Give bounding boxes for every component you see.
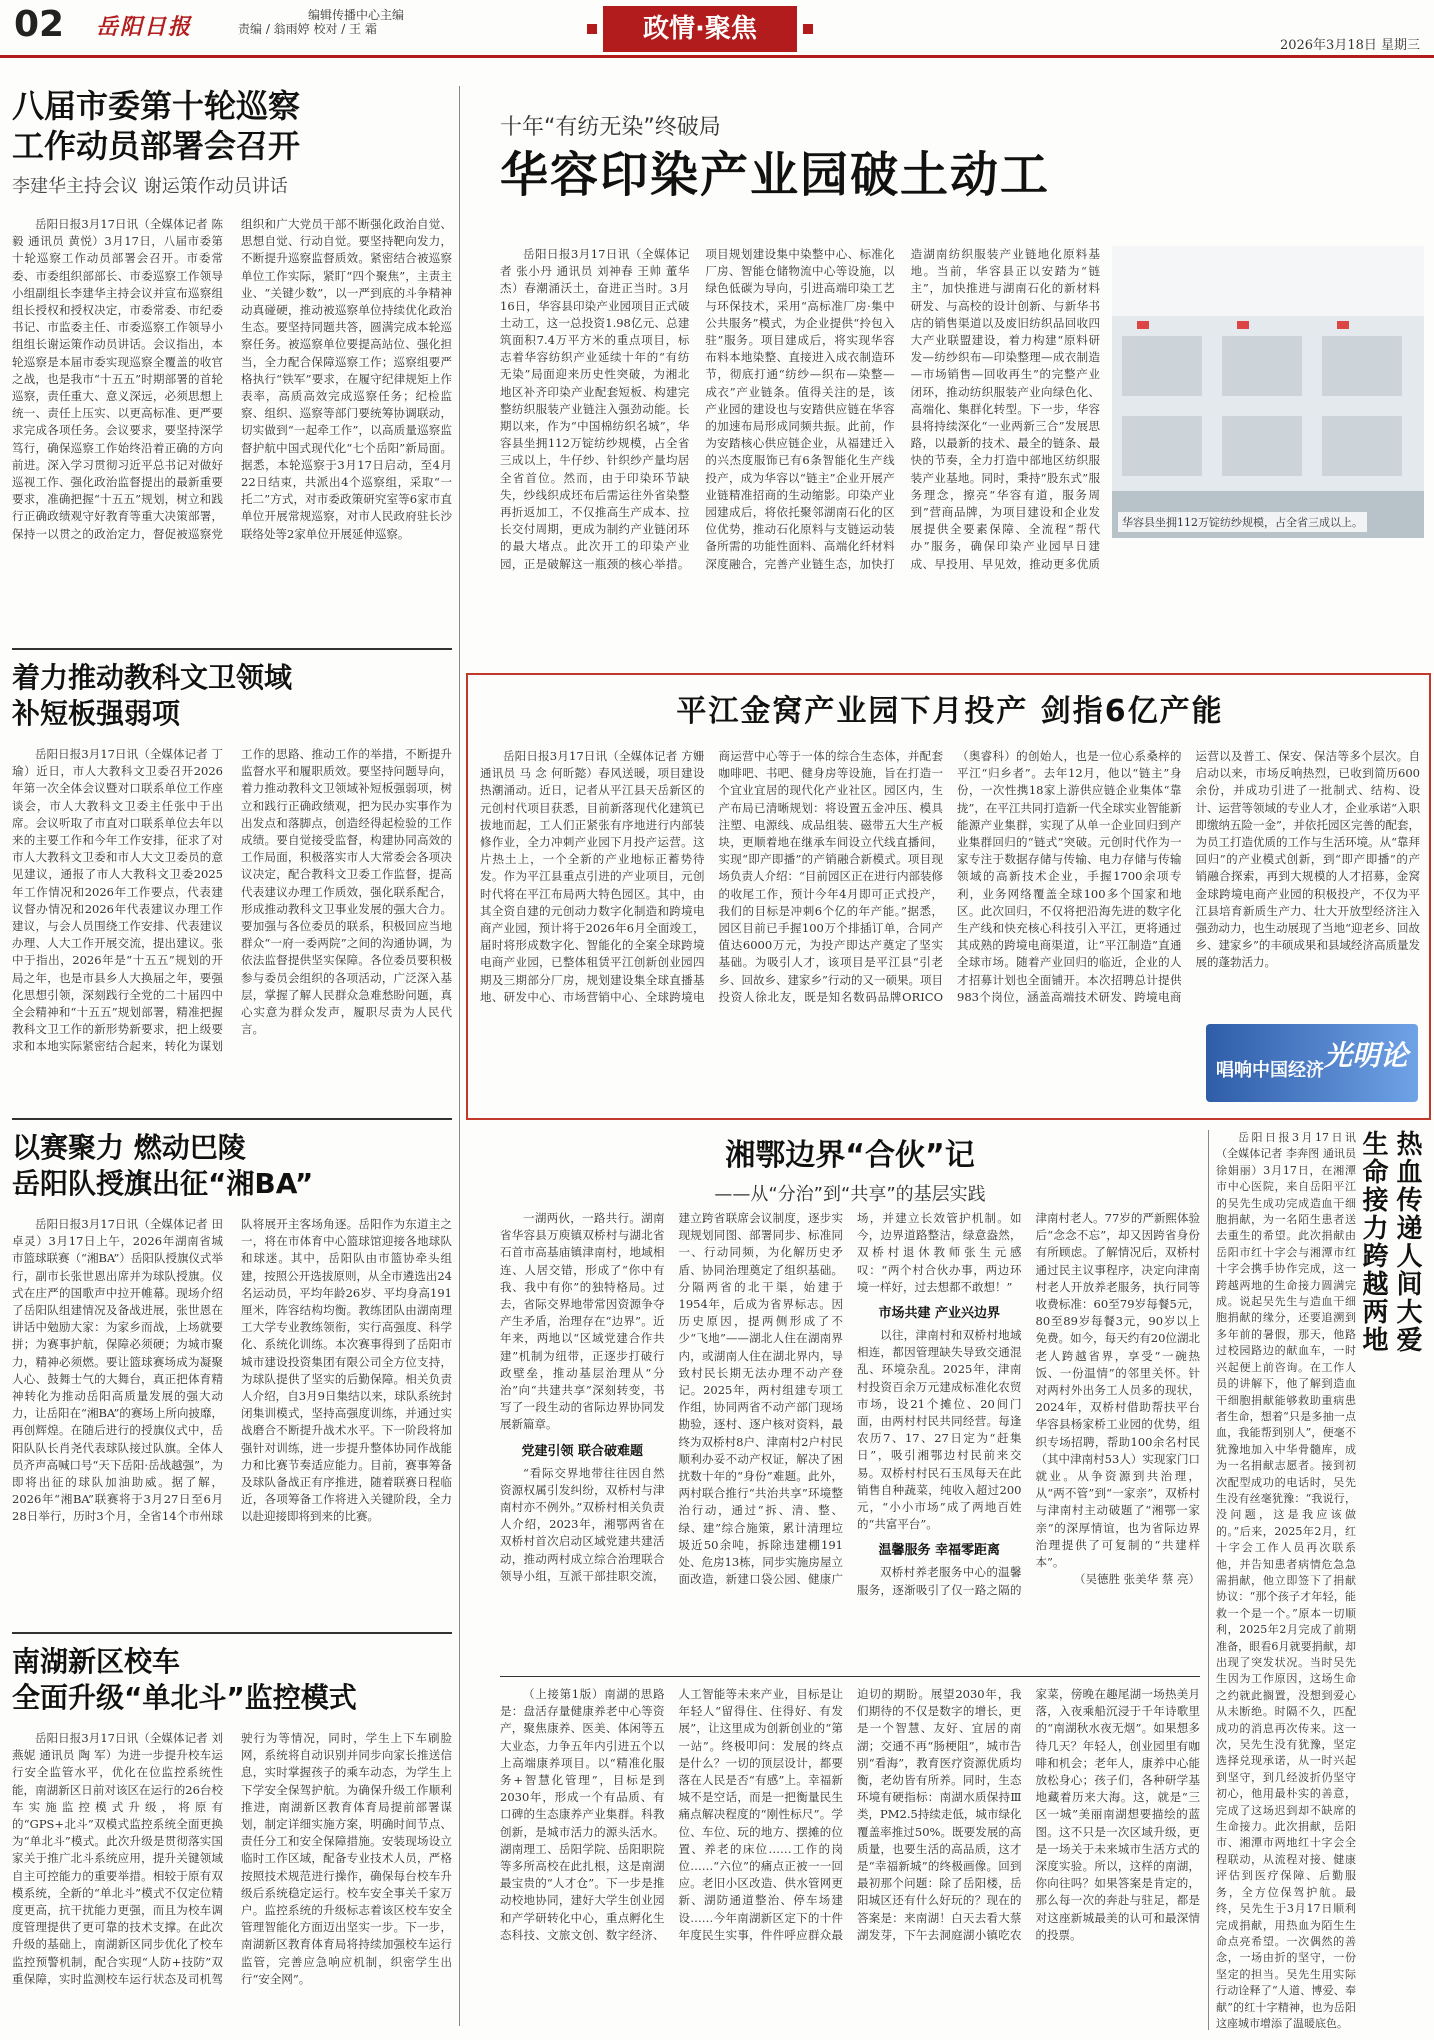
article-dyeing-park (500, 110, 1420, 205)
issue-date: 2026年3月18日 星期三 (1279, 38, 1420, 53)
article-body-container (500, 246, 1100, 576)
article-body-continued (500, 580, 1420, 660)
article-subtitle: ——从“分治”到“共享”的基层实践 (714, 1184, 986, 1205)
article-body-tail (500, 580, 1420, 660)
masthead (0, 0, 1434, 58)
article-body-part-3: 以往，津南村和双桥村地域相连，都因管理缺失导致交通混乱、环境杂乱。2025年，津南村投资百余万元建成标准化农贸市场，设21个摊位、20间门面，由两村村民共同经营。每逢农历7、17、27日定为“赶集日”，吸引湘鄂边村民前来交易。双桥村村民石玉凤每天在此销售自种蔬菜，纯收入超过200元，“小小市场”成了两地百姓的“共富平台”。 (857, 1328, 1022, 1532)
vertical-title-line-1: 生命接力跨越两地 (1358, 1130, 1388, 1354)
article-school-bus (12, 1644, 452, 2026)
article-body: 岳阳日报3月17日讯（全媒体记者 方姗 通讯员 马 念 何昕懿）春风送暖，项目建设热潮涌动。近日，记者从平江县天岳新区的元创村代项目获悉，目前新落现代化建筑已拔地而起，工人们正紧张有序地进行内部装修作业，全力冲刺产业园下月投产运营。这片热土上，一个全新的产业地标正蓄势待发。作为平江县重点引进的产业项目，元创时代将在平江布局两大特色园区。其中，由其全资自建的元创动力数字化制造和跨境电商产业园，预计将于2026年6月全面竣工，届时将形成数字化、智能化的全案全球跨境电商产业园，已整体租赁平江创新创业园四期及三期部分厂房，规划建设集全球直播基地、研发中心、市场营销中心、全球跨境电商运营中心等于一体的综合生态体，并配套咖啡吧、书吧、健身房等设施，旨在打造一个宜业宜居的现代化产业社区。园区内，生产布局已清晰规划：将设置五金冲压、模具注塑、电源线、成品组装、磁带五大生产板块，更顺着地在继承车间设立代线直播间，实现“即产即播”的产销融合新模式。项目现场负责人介绍：“目前园区正在进行内部装修的收尾工作，预计今年4月即可正式投产，我们的目标是冲刺6个亿的年产能。”据悉，园区目前已手握100万个排插订单，合同产值达6000万元，为投产即达产奠定了坚实基础。为吸引人才，该项目是平江县“引老乡、回故乡、建家乡”行动的又一硕果。项目投资人徐北友，既是知名数码品牌ORICO（奥睿科）的创始人，也是一位心系桑梓的平江“归乡者”。去年12月，他以“链主”身份，一次性携18家上游供应链企业集体“靠拢”，在平江共同打造新一代全球实业智能新能源产业集群，实现了从单一企业回归到产业集群回归的“链式”突破。元创时代作为一家专注于数据存储与传输、电力存储与传输领域的高新技术企业，手握1700余项专利，业务网络覆盖全球100多个国家和地区。此次回归，不仅将把沿海先进的数字化生产线和快充核心科技引入平江，更将通过其成熟的跨境电商渠道，让“平江制造”直通全球市场。随着产业回归的临近，企业的人才招募计划也全面铺开。本次招聘总计提供983个岗位，涵盖高端技术研发、跨境电商运营以及普工、保安、保洁等多个层次。自启动以来，市场反响热烈，已收到简历600余份，并成功引进了一批制式、结构、设计、运营等领域的专业人才，企业承诺“入职即缴纳五险一金”，并依托园区完善的配套，为员工打造优质的工作与生活环境。从“靠拜回归”的产业模式创新，到“即产即播”的产销融合探索，再到大规模的人才招募，金窝金球跨境电商产业园的积极投产，不仅为平江县培育新质生产力、壮大开放型经济注入强劲动力，也生动展现了当地“迎老乡、回故乡、建家乡”的丰硕成果和县域经济高质量发展的蓬勃活力。 (480, 749, 1420, 1004)
article-body: （上接第1版）南湖的思路是：盘活存量健康养老中心等资产，聚焦康养、医美、体闲等五大业态，力争五年内引进五个以上高端康养项目。以“精准化服务+智慧化管理”，目标是到2030年，形成一个有品质、有口碑的生态康养产业集群。科教创新，是城市活力的源头活水。湖南理工、岳阳学院、岳阳职院等多所高校在此扎根，这是南湖最宝贵的“人才仓”。下一步是推动校地协同，建好大学生创业园和产学研转化中心，重点孵化生态科技、文旅文创、数字经济、人工智能等未来产业，目标是让年轻人“留得住、住得好、有发展”，让这里成为创新创业的“第一站”。终极叩问：发展的终点是什么？一切的顶层设计，都要落在人民是否“有感”上。幸福新城不是空话，而是一把衡量民生痛点解决程度的“刚性标尺”。学位、车位、玩的地方、摆摊的位置、养老的床位……工作的岗位……“六位”的痛点正被一一回应。老旧小区改造、供水管网更新、湖防通道整治、停车场建设……今年南湖新区定下的十件年度民生实事，件件呼应群众最迫切的期盼。展望2030年，我们期待的不仅是数字的增长，更是一个智慧、友好、宜居的南湖；交通不再“肠梗阻”，城市告别“看海”，教育医疗资源优质均衡，老幼皆有所养。同时，生态环境有硬指标：南湖水质保持Ⅲ类，PM2.5持续走低，城市绿化覆盖率推过50%。既要发展的高质量，也要生活的高品质，这才是“幸福新城”的终极画像。回到最初那个问题：除了岳阳楼，岳阳城区还有什么好玩的？现在的答案是：来南湖！白天去看大蔡湖发芽，下午去洞庭湖小镇吃农家菜，傍晚在趣尾湖一场热美月落，入夜乘船沉浸于千年诗歌里的“南湖秋水夜无烟”。如果想多待几天？年轻人，创业园里有咖啡和机会；老年人，康养中心能放松身心；孩子们，各种研学基地藏着历来大海。这，就是“三区一城”美丽南湖想要描绘的蓝图。这不只是一次区域升级，更是一场关于未来城市生活方式的深度实验。所以，这样的南湖，你向往吗？如果答案是肯定的，那么每一次的奔赴与驻足，都是对这座新城最美的认可和最深情的投票。 (500, 1687, 1200, 1942)
article-body: 岳阳日报3月17日讯（全媒体记者 田卓灵）3月17日上午，2026年湖南省城市篮球联赛（“湘BA”）岳阳队授旗仪式举行，副市长张世恩出席并为球队授旗。仪式在庄严的国歌声中拉开帷幕。现场介绍了岳阳队组建情况及备战进展，张世恩在讲话中勉励大家：为家乡而战，上场就要拼；为赛事护航，保障必须硬；为城市聚力，精神必须燃。要让篮球赛场成为凝聚人心、鼓舞士气的大舞台，真正把体育精神转化为推动岳阳高质量发展的强大动力，让岳阳在“湘BA”的赛场上所向披靡，再创辉煌。在随后进行的授旗仪式中，岳阳队队长肖尧代表球队接过队旗。全体人员齐声高喊口号“天下岳阳·岳战越强”，为即将出征的球队加油助威。据了解，2026年“湘BA”联赛将于3月27日至6月28日举行，历时3个月，全省14个市州球队将展开主客场角逐。岳阳作为东道主之一，将在市体育中心篮球馆迎接各地球队和球迷。其中，岳阳队由市篮协牵头组建，按照公开选拔原则，从全市遴选出24名运动员，平均年龄26岁、平均身高191厘米，阵容结构均衡。教练团队由湖南理工大学专业教练领衔，实行高强度、科学化、系统化训练。本次赛事得到了岳阳市城市建设投资集团有限公司全方位支持，为球队提供了坚实的后勤保障。相关负责人介绍，自3月9日集结以来，球队系统封闭集训模式，坚持高强度训练，并通过实战磨合不断提升战术水平。下一阶段将加强针对训练，进一步提升整体协同作战能力和比赛节奏适应能力。目前，赛事筹备及球队备战正有序推进，随着联赛日程临近，各项筹备工作将进入关键阶段，全力以赴迎接即将到来的比赛。 (12, 1217, 452, 1524)
brand-left-text: 唱响中国经济 (1216, 1060, 1324, 1081)
article-education-committee (12, 660, 452, 1106)
article-body-part-2: “看际交界地带往往因自然资源权属引发纠纷，双桥村与津南村亦不例外。”双桥村相关负责人介绍，2023年，湘鄂两省在双桥村首次启动区域党建共建活动，推动两村成立综合治理联合领导小组，互派干部挂职交流，建立跨省联席会议制度，逐步实现规划同图、部署同步、标准同一、行动同频，为化解历史矛盾、协同治理奠定了组织基础。分隔两省的北干渠，始建于1954年，后成为省界标志。因历史原因，提两侧形成了不少“飞地”——湖北人住在湖南界内，或湖南人住在湖北界内，导致村民长期无法办理不动产登记。2025年，两村组建专项工作组，协同两省不动产部门现场勘验，逐村、逐户核对资料，最终为双桥村8户、津南村2户村民顺利办妥不动产权证，解决了困扰数十年的“身份”难题。此外，两村联合推行“共治共享”环境整治行动，通过“拆、清、整、绿、建”综合施策，累计清理垃圾近50余吨，拆除违建棚191处、危房13栋，同步实施房屋立面改造，新建口袋公园、健康广场，并建立长效管护机制。如今，边界道路整洁，绿意盎然，双桥村退休教师张生元感叹：“两个村合伙办事，两边环境一样好，过去想都不敢想！” (500, 1211, 1022, 1587)
brand-right-text: 光明论 (1323, 1039, 1408, 1072)
guangming-badge (1206, 1024, 1418, 1102)
photo-caption: 华容县坐拥112万锭纺纱规模，占全省三成以上。 (1118, 512, 1367, 532)
article-subhead-3: 温馨服务 幸福零距离 (878, 1543, 1001, 1559)
article-body: 岳阳日报3月17日讯（全媒体记者 李奔图 通讯员 徐娟丽）3月17日，在湘潭市中心医院，来自岳阳平江的吴先生成功完成造血干细胞捐献，为一名陌生患者送去重生的希望。此次捐献由岳阳市红十字会与湘潭市红十字会携手协作完成，这一跨越两地的生命接力圆满完成。说起吴先生与造血干细胞捐献的缘分，还要追溯到多年前的暑假，那天，他路过校园路边的献血车，一时兴起便上前咨询。在工作人员的讲解下，他了解到造血干细胞捐献能够救助重病患者生命，想着“只是多抽一点血，我能帮到别人”，便毫不犹豫地加入中华骨髓库，成为一名捐献志愿者。接到初次配型成功的电话时，吴先生没有丝毫犹豫：“我说行，没问题，这是我应该做的。”后来，2025年2月，红十字会工作人员再次联系他，并告知患者病情危急急需捐献，他立即签下了捐献协议：“那个孩子才年轻，能救一个是一个。”原本一切顺利，2025年2月完成了前期准备，眼看6月就要捐献，却出现了突发状况。当时吴先生因为工作原因，这场生命之约就此搁置，没想到爱心从未断绝。时隔不久，匹配成功的消息再次传来。这一次，吴先生没有犹豫，坚定选择兑现承诺，从一时兴起到坚守，到几经波折仍坚守初心，他用最朴实的善意，完成了这场迟到却不缺席的生命接力。此次捐献，岳阳市、湘潭市两地红十字会全程联动，从流程对接、健康评估到医疗保障、后勤服务，全方位保驾护航。最终，吴先生于3月17日顺利完成捐献，用热血为陌生生命点亮希望。一次偶然的善念，一场由折的坚守，一份坚定的担当。吴先生用实际行动诠释了“人道、博爱、奉献”的红十字精神，也为岳阳这座城市增添了温暖底色。 (1216, 1131, 1356, 2030)
article-body: 岳阳日报3月17日讯（全媒体记者 丁瑜）近日，市人大教科文卫委召开2026年第一次全体会议暨对口联系单位工作座谈会，市人大教科文卫委主任张中于出席。会议听取了市直对口联系单位去年以来的主要工作和今年工作安排，征求了对市人大教科文卫委和市人大文卫委员的意见建议，通报了市人大教科文卫委2025年工作情况和2026年工作要点，代表建议督办情况和2026年代表建议办理工作建议，与会人员围绕工作安排、代表建议办理、人大工作开展交流，提出建议。张中于指出，2026年是“十五五”规划的开局之年，也是市县乡人大换届之年，要强化思想引领，深刻践行全党的二十届四中全会精神和“十五五”规划部署，精准把握教科文卫工作的新形势新要求，把上级要求和本地实际紧密结合起来，转化为谋划工作的思路、推动工作的举措，不断提升监督水平和履职质效。要坚持问题导向，着力推动教科文卫领域补短板强弱项，树立和践行正确政绩观，把为民办实事作为出发点和落脚点，创造经得起检验的工作成绩。要自觉接受监督，构建协同高效的工作局面，积极落实市人大常委会各项决议决定，配合教科文卫委工作监督，提高代表建议办理工作质效，强化联系配合，形成推动教科文卫事业发展的强大合力。要加强与各位委员的联系，积极回应当地群众“一府一委两院”之间的沟通协调，为依法监督提供坚实保障。各位委员要积极参与委员会组织的各项活动，广泛深入基层，掌握了解人民群众急难愁盼问题，真心实意为群众发声，履职尽责为人民代言。 (12, 747, 452, 1054)
article-byline: （吴德胜 张美华 蔡 亮） (1074, 1572, 1200, 1587)
article-title-line-1: 南湖新区校车 (12, 1645, 181, 1678)
article-border-body (500, 1210, 1200, 1670)
editor-line-2: 责编 / 翁雨婷 校对 / 王 霜 (238, 22, 377, 36)
article-kicker: 十年“有纺无染”终破局 (500, 115, 721, 140)
divider (12, 1118, 452, 1120)
article-title-line-2: 全面升级“单北斗”监控模式 (12, 1681, 357, 1714)
article-basketball-team (12, 1130, 452, 1648)
article-border-cooperation (500, 1130, 1200, 1206)
article-title: 平江金窝产业园下月投产 剑指6亿产能 (676, 694, 1224, 729)
editor-credits (238, 8, 405, 37)
divider (12, 648, 452, 650)
article-title: 湘鄂边界“合伙”记 (725, 1138, 975, 1173)
vertical-title-line-2: 热血传递人间大爱 (1392, 1130, 1422, 1354)
article-nanhu-continued (500, 1686, 1200, 2026)
factory-photo (1112, 246, 1424, 538)
column-separator (1208, 1130, 1209, 2030)
article-donation-body (1216, 1130, 1356, 2030)
newspaper-logo: 岳阳日报 (96, 14, 193, 40)
article-body: 岳阳日报3月17日讯（全媒体记者 刘燕妮 通讯员 陶 军）为进一步提升校车运行安全监管水平，优化在位监控系统性能，南湖新区日前对该区在运行的26台校车实施监控模式升级，将原有的“GPS+北斗”双模式监控系统全面更换为“单北斗”模式。此次升级是贯彻落实国家关于推广北斗系统应用，提升关键领域自主可控能力的重要举措。相较于原有双模系统，全新的“单北斗”模式不仅定位精度更高，抗干扰能力更强，而且为校车调度管理提供了更可靠的技术支撑。在此次升级的基础上，南湖新区同步优化了校车监控预警机制，配合实现“人防+技防”双重保障，实时监测校车运行状态及司机驾驶行为等情况，同时，学生上下车刷脸网，系统将自动识别并同步向家长推送信息，实时掌握孩子的乘车动态，为学生上下学安全保驾护航。为确保升级工作顺利推进，南湖新区教育体育局提前部署谋划，制定详细实施方案，明确时间节点、责任分工和安全保障措施。安装现场设立临时工作区域，配备专业技术人员，严格按照技术规范进行操作，确保每台校车升级后系统稳定运行。校车安全事关千家万户。监控系统的升级标志着该区校车安全管理智能化方面迈出坚实一步。下一步，南湖新区教育体育局将持续加强校车运行监管，完善应急响应机制，织密学生出行“安全网”。 (12, 1731, 452, 1986)
article-body-part-4: 双桥村养老服务中心的温馨服务，逐渐吸引了仅一路之隔的津南村老人。77岁的严新熙体验后“念念不忘”，却又因跨省身份有所顾虑。了解情况后，双桥村通过民主议事程序，决定向津南村老人开放养老服务，执行同等收费标准：60至79岁每餐5元，80至89岁每餐3元，90岁以上免费。如今，每天约有20位湖北老人跨越省界，享受“一碗热饭、一份温情”的邻里关怀。针对两村外出务工人员多的现状，2024年，双桥村借助帮扶平台华容县杨家桥工业园的优势，组织专场招聘，帮助100余名村民（其中津南村53人）实现家门口就业。从争资源到共治理，从“两不管”到“一家亲”，双桥村与津南村主动破题了“湘鄂一家亲”的深厚情谊，也为省际边界治理提供了可复制的“共建样本”。 (857, 1211, 1200, 1597)
article-subhead-2: 市场共建 产业兴边界 (878, 1306, 1001, 1322)
article-body-part-1: 一湖两伙，一路共行。湖南省华容县万庾镇双桥村与湖北省石首市高基庙镇津南村，地域相连、人居交错，形成了“你中有我、我中有你”的独特格局。过去，省际交界地带常因资源争夺产生矛盾，治理存在“边界”。近年来，两地以“区域党建合作共建”机制为纽带，正逐步打破行政壁垒，推动基层治理从“分治”向“共建共享”深刻转变，书写了一段生动的省际边界协同发展新篇章。 (500, 1211, 665, 1432)
article-title: 华容印染产业园破土动工 (500, 147, 1051, 203)
factory-illustration (1112, 246, 1424, 538)
article-body: 岳阳日报3月17日讯（全媒体记者 陈毅 通讯员 黄悦）3月17日，八届市委第十轮巡察工作动员部署会召开。市委常委、市委组织部部长、市委巡察工作领导小组副组长李建华主持会议并宣布巡察组组长授权和授权决定，市委常委、市纪委书记、市监委主任、市委巡察工作领导小组组长谢运策作动员讲话。会议指出，本轮巡察是本届市委实现巡察全覆盖的收官之战，也是我市“十五五”时期部署的首轮巡察，责任重大、意义深远，必须思想上统一、责任上压实、以更高标准、更严要求完成各项任务。会议要求，要坚持深学笃行，确保巡察工作始终沿着正确的方向前进。深入学习贯彻习近平总书记对做好巡视工作、强化政治监督提出的最新重要要求，准确把握“十五五”规划，树立和践行正确政绩观守好教育等重大决策部署，保持一以贯之的政治定力，督促被巡察党组织和广大党员干部不断强化政治自觉、思想自觉、行动自觉。要坚持靶向发力，不断提升巡察监督质效。紧密结合被巡察单位工作实际，紧盯“四个聚焦”，主责主业、“关键少数”，以一严到底的斗争精神动真碰硬，推动被巡察单位持续优化政治生态。要坚持同题共答，圆满完成本轮巡察任务。被巡察单位要提高站位、强化担当，全力配合保障巡察工作；巡察组要严格执行“铁军”要求，在履守纪律规矩上作表率，高质高效完成巡察任务；纪检监察、组织、巡察等部门要统筹协调联动，切实做到“一起牵工作”，以高质量巡察监督护航中国式现代化“七个岳阳”新局面。据悉，本轮巡察于3月17日启动，至4月22日结束，共派出4个巡察组，采取“一托二”方式，对市委政策研究室等6家市直单位开展常规巡察，对市人民政府驻长沙联络处等2家单位开展延伸巡察。 (12, 217, 452, 541)
article-title-line-1: 着力推动教科文卫领域 (12, 661, 293, 694)
article-title-line-2: 补短板强弱项 (12, 697, 181, 730)
section-banner: 政情·聚焦 (603, 6, 797, 52)
article-inspection-meeting (12, 86, 452, 624)
article-subtitle: 李建华主持会议 谢运策作动员讲话 (12, 176, 288, 197)
divider (12, 1632, 452, 1634)
editor-line-1: 编辑传播中心主编 (308, 8, 405, 22)
column-separator (459, 86, 460, 2026)
article-title-line-1: 以赛聚力 燃动巴陵 (12, 1131, 246, 1164)
article-title-line-1: 八届市委第十轮巡察 (12, 87, 301, 125)
article-subhead-1: 党建引领 联合破难题 (521, 1443, 644, 1459)
article-title-line-2: 工作动员部署会召开 (12, 127, 301, 165)
article-body: 岳阳日报3月17日讯（全媒体记者 张小丹 通讯员 刘神春 王帅 董华杰）春潮涌沃土，奋进正当时。3月16日，华容县印染产业园项目正式破土动工，这一总投资1.98亿元、总建筑面积7.4万平方米的重点项目，标志着华容纺织产业延续十年的“有纺无染”局面迎来历史性突破，为湘北地区补齐印染产业配套短板、构建完整纺织服装产业链注入强劲动能。长期以来，作为“中国棉纺织名城”，华容县坐拥112万锭纺纱规模，占全省三成以上，牛仔纱、针织纱产量均居全省首位。然而，由于印染环节缺失，纱线织成坯布后需运往外省染整再折返加工，不仅推高生产成本、拉长交付周期，更成为制约产业链闭环的最大堵点。此次开工的印染产业园，正是破解这一瓶颈的核心举措。项目规划建设集中染整中心、标准化厂房、智能仓储物流中心等设施，以绿色低碳为导向，引进高端印染工艺与环保技术，采用“高标准厂房·集中公共服务”模式，为企业提供“拎包入驻”服务。项目建成后，将实现华容布料本地染整、直接进入成衣制造环节，彻底打通“纺纱—织布—染整—成衣”产业链条。值得关注的是，该产业园的建设也与安踏供应链在华容的加速布局形成同频共振。此前，作为安踏核心供应链企业，从福建迁入的兴杰度服饰已有6条智能化生产线投产，成为华容以“链主”企业开展产业链精准招商的生动缩影。印染产业园建成后，将依托聚邻湖南石化的区位优势，推动石化原料与支链运动装备所需的功能性面料、高端化纤材料深度融合，完善产业链生态，加快打造湖南纺织服装产业链地化原料基地。当前，华容县正以安踏为“链主”，加快推进与湖南石化的新材料研发、与高校的设计创新、与新华书店的销售渠道以及废旧纺织品回收四大产业联盟建设，着力构建“原料研发—纺纱织布—印染整理—成衣制造—市场销售—回收再生”的完整产业闭环，推动纺织服装产业向绿色化、高端化、集群化转型。下一步，华容县将持续深化“一业两新三合”发展思路，以最新的技术、最全的链条、最快的节奏，全力打造中部地区纺织服装产业基地。同时，秉持“股东式”服务理念，擦亮“华容有道，服务周到”营商品牌，为项目建设和企业发展提供全要素保障、全流程“帮代办”服务，确保印染产业园早日建成、早投用、早见效，推动更多优质 (500, 247, 1100, 571)
page-number: 02 (14, 4, 65, 45)
article-title-line-2: 岳阳队授旗出征“湘BA” (12, 1167, 314, 1200)
divider (500, 1676, 1200, 1677)
